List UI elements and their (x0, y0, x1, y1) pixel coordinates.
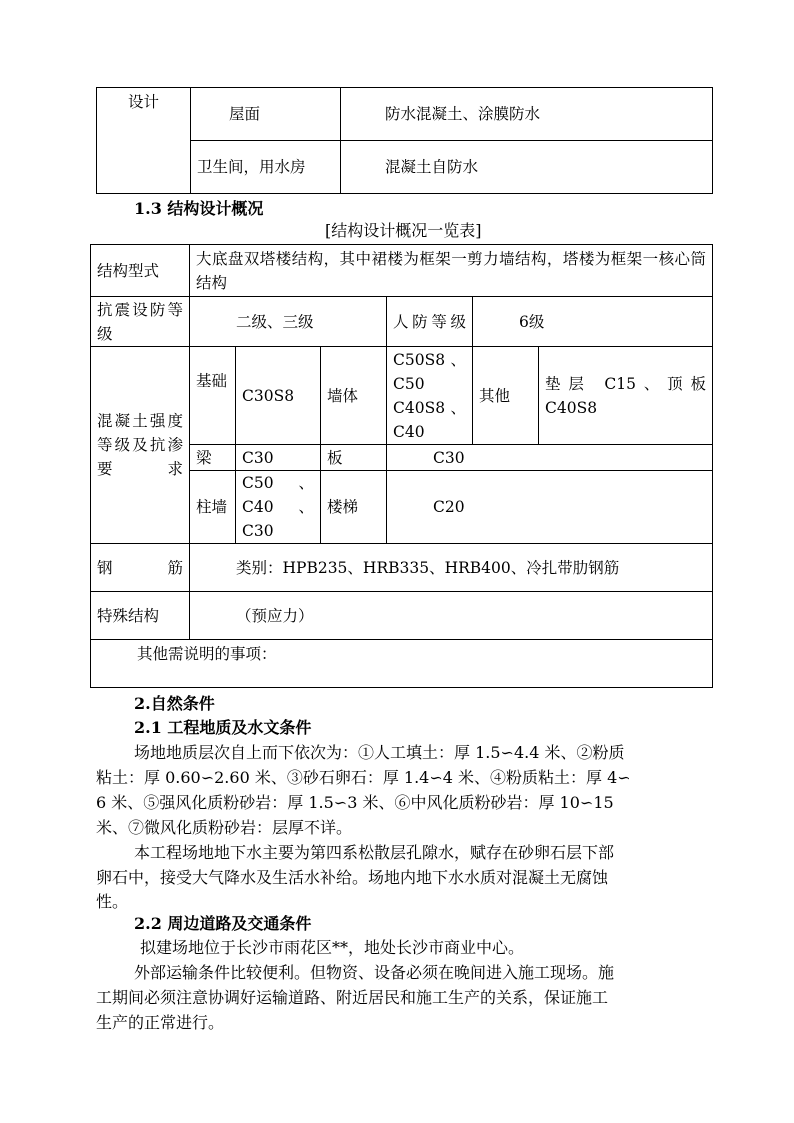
bathroom-value-cell: 混凝土自防水 (341, 141, 713, 194)
geology-line-2: 粘土：厚 0.60∽2.60 米、③砂石卵石：厚 1.4∽4 米、④粉质粘土：厚 4∽ (96, 768, 631, 787)
bathroom-item-cell: 卫生间，用水房 (191, 141, 341, 194)
section-1-3-heading: 1.3 结构设计概况 (134, 199, 264, 218)
other-value: 垫层 C15、顶板C40S8 (539, 347, 713, 445)
beam-value: C30 (236, 445, 321, 471)
slab-label: 板 (321, 445, 387, 471)
section-2-2-heading: 2.2 周边道路及交通条件 (134, 914, 312, 933)
stair-label: 楼梯 (321, 471, 387, 544)
special-structure-label: 特殊结构 (91, 592, 190, 640)
geology-line-4: 米、⑦微风化质粉砂岩：层厚不详。 (96, 818, 353, 837)
geology-line-1: 场地地质层次自上而下依次为：①人工填土：厚 1.5∽4.4 米、②粉质 (134, 743, 625, 762)
hydrology-line-1: 本工程场地地下水主要为第四系松散层孔隙水，赋存在砂卵石层下部 (134, 843, 615, 862)
other-label: 其他 (473, 347, 539, 445)
foundation-label: 基础 (190, 347, 236, 445)
section-2-heading: 2.自然条件 (134, 694, 215, 713)
design-group-cell: 设计 (97, 88, 191, 194)
roof-value-cell: 防水混凝土、涂膜防水 (341, 88, 713, 141)
table-caption: [结构设计概况一览表] (325, 221, 482, 240)
concrete-label: 混凝土强度等级及抗渗要求 (91, 347, 190, 544)
special-structure-value: （预应力） (190, 592, 713, 640)
beam-label: 梁 (190, 445, 236, 471)
wall-label: 墙体 (321, 347, 387, 445)
civil-defense-value: 6级 (473, 297, 713, 347)
traffic-line-3: 工期间必须注意协调好运输道路、附近居民和施工生产的关系，保证施工 (96, 988, 609, 1007)
stair-value: C20 (387, 471, 713, 544)
structure-type-label: 结构型式 (91, 245, 190, 297)
geology-line-3: 6 米、⑤强风化质粉砂岩：厚 1.5∽3 米、⑥中风化质粉砂岩：厚 10∽15 (96, 793, 614, 812)
roof-item-cell: 屋面 (191, 88, 341, 141)
hydrology-line-3: 性。 (96, 892, 129, 911)
structure-design-table (90, 244, 713, 688)
civil-defense-label: 人防等级 (387, 297, 473, 347)
other-notes-cell: 其他需说明的事项： (91, 640, 713, 688)
traffic-line-4: 生产的正常进行。 (96, 1013, 225, 1032)
structure-type-value: 大底盘双塔楼结构，其中裙楼为框架一剪力墙结构，塔楼为框架一核心筒结构 (190, 245, 713, 297)
rebar-label: 钢 筋 (91, 544, 190, 592)
traffic-line-2: 外部运输条件比较便利。但物资、设备必须在晚间进入施工现场。施 (134, 963, 615, 982)
design-waterproof-table (96, 87, 713, 194)
column-wall-value: C50 、C40、C30 (236, 471, 321, 544)
section-2-1-heading: 2.1 工程地质及水文条件 (134, 718, 312, 737)
hydrology-line-2: 卵石中，接受大气降水及生活水补给。场地内地下水水质对混凝土无腐蚀 (96, 868, 609, 887)
column-wall-label: 柱墙 (190, 471, 236, 544)
wall-value: C50S8、C50 C40S8、C40 (387, 347, 473, 445)
foundation-value: C30S8 (236, 347, 321, 445)
seismic-label: 抗震设防等级 (91, 297, 190, 347)
rebar-value: 类别：HPB235、HRB335、HRB400、冷扎带肋钢筋 (190, 544, 713, 592)
traffic-line-1: 拟建场地位于长沙市雨花区**，地处长沙市商业中心。 (140, 938, 525, 957)
slab-value: C30 (387, 445, 713, 471)
seismic-value: 二级、三级 (190, 297, 387, 347)
